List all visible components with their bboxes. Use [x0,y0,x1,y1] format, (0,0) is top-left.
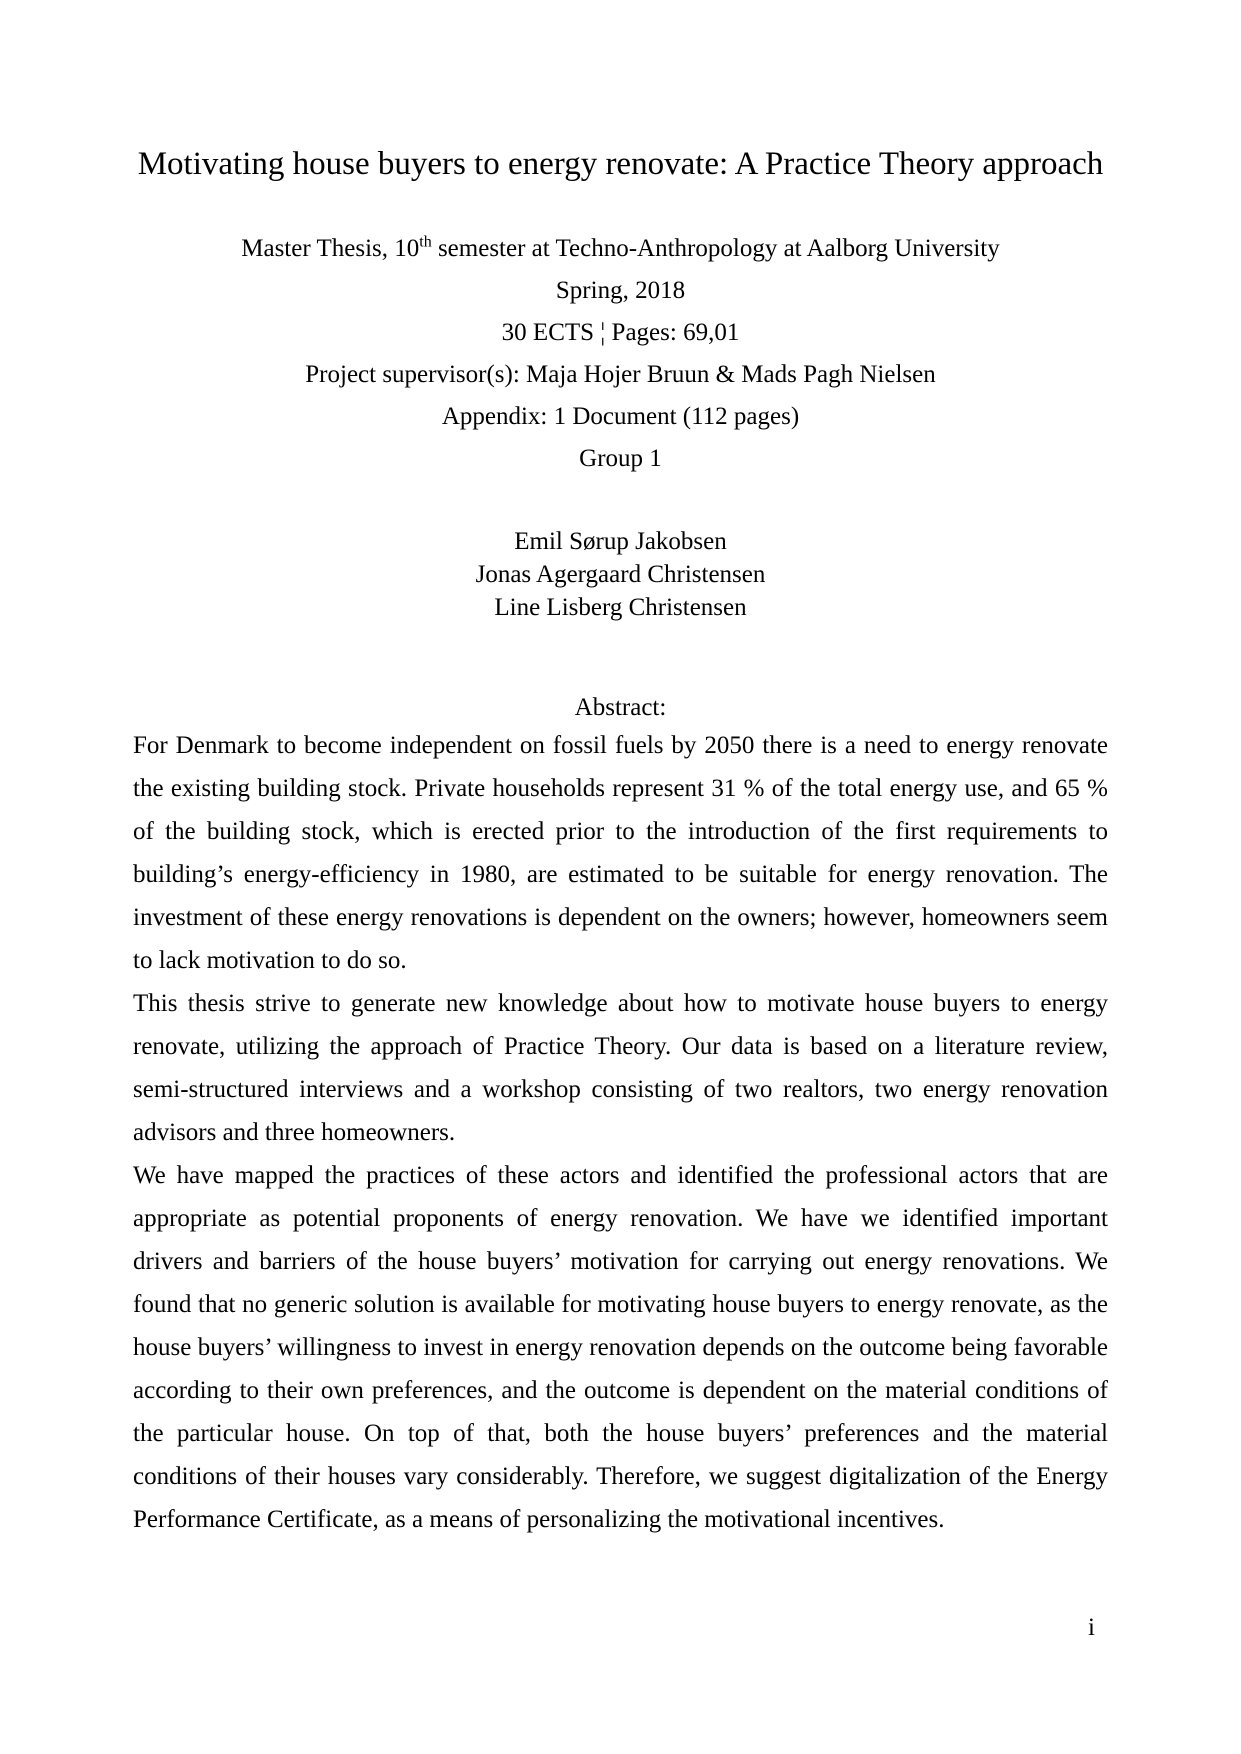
author-list [133,525,1108,624]
meta-ects-pages-line: 30 ECTS ¦ Pages: 69,01 [501,319,740,346]
meta-degree-prefix: Master Thesis, 10 [241,235,420,262]
author-name: Jonas Agergaard Christensen [475,561,766,588]
author-name: Emil Sørup Jakobsen [514,528,727,555]
abstract-body [133,724,1108,1541]
meta-group-line: Group 1 [579,445,662,472]
meta-degree-line [133,228,1108,270]
meta-degree-suffix: semester at Techno-Anthropology at Aalborg University [431,235,1000,262]
thesis-meta-block [133,228,1108,480]
abstract-paragraph: For Denmark to become independent on fossil fuels by 2050 there is a need to energy renovate the existing building stock. Private households represent 31 % of the total energy use, and 65 % of the building stock, which is erected prior to the introduction of the first requirements to building’s energy-efficiency in 1980, are estimated to be suitable for energy renovation. The investment of these energy renovations is dependent on the owners; however, homeowners seem to lack motivation to do so. [133,732,1108,974]
abstract-section [133,692,1108,1541]
page-number: i [1088,1614,1095,1641]
abstract-paragraph: We have mapped the practices of these actors and identified the professional actors that are appropriate as potential proponents of energy renovation. We have we identified important drivers and barriers of the house buyers’ motivation for carrying out energy renovations. We found that no generic solution is available for motivating house buyers to energy renovate, as the house buyers’ willingness to invest in energy renovation depends on the outcome being favorable according to their own preferences, and the outcome is dependent on the material conditions of the particular house. On top of that, both the house buyers’ preferences and the material conditions of their houses vary considerably. Therefore, we suggest digitalization of the Energy Performance Certificate, as a means of personalizing the motivational incentives. [133,1162,1108,1533]
meta-degree-ordinal-superscript: th [419,233,432,251]
abstract-paragraph: This thesis strive to generate new knowledge about how to motivate house buyers to energy renovate, utilizing the approach of Practice Theory. Our data is based on a literature review, semi-structured interviews and a workshop consisting of two realtors, two energy renovation advisors and three homeowners. [133,990,1108,1146]
meta-supervisors-line: Project supervisor(s): Maja Hojer Bruun & Mads Pagh Nielsen [305,361,936,388]
abstract-heading: Abstract: [574,694,667,721]
meta-appendix-line: Appendix: 1 Document (112 pages) [441,403,800,430]
page-title: Motivating house buyers to energy renovate: A Practice Theory approach [137,146,1104,182]
meta-semester-line: Spring, 2018 [555,277,686,304]
author-name: Line Lisberg Christensen [494,594,747,621]
